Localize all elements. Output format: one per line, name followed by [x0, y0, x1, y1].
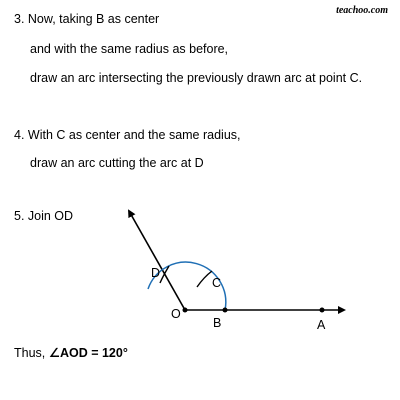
watermark: teachoo.com	[336, 5, 388, 16]
label-c: C	[212, 276, 222, 290]
point-b	[223, 308, 228, 313]
arc-cut-c	[197, 271, 212, 287]
label-b: B	[213, 316, 222, 330]
conclusion-result: ∠AOD = 120°	[48, 346, 128, 360]
step-4-line-1: 4. With C as center and the same radius,	[14, 128, 241, 142]
point-o	[183, 308, 188, 313]
step-5: 5. Join OD	[14, 209, 74, 223]
point-a	[320, 308, 325, 313]
conclusion-prefix: Thus,	[14, 346, 49, 360]
step-3-line-2: and with the same radius as before,	[30, 42, 229, 56]
label-d: D	[151, 266, 161, 280]
step-3-line-3: draw an arc intersecting the previously drawn arc at point C.	[30, 71, 363, 85]
step-3-line-1: 3. Now, taking B as center	[14, 12, 160, 26]
step-4-line-2: draw an arc cutting the arc at D	[30, 156, 204, 170]
label-a: A	[317, 318, 326, 332]
ray-od	[129, 211, 185, 310]
label-o: O	[171, 307, 181, 321]
